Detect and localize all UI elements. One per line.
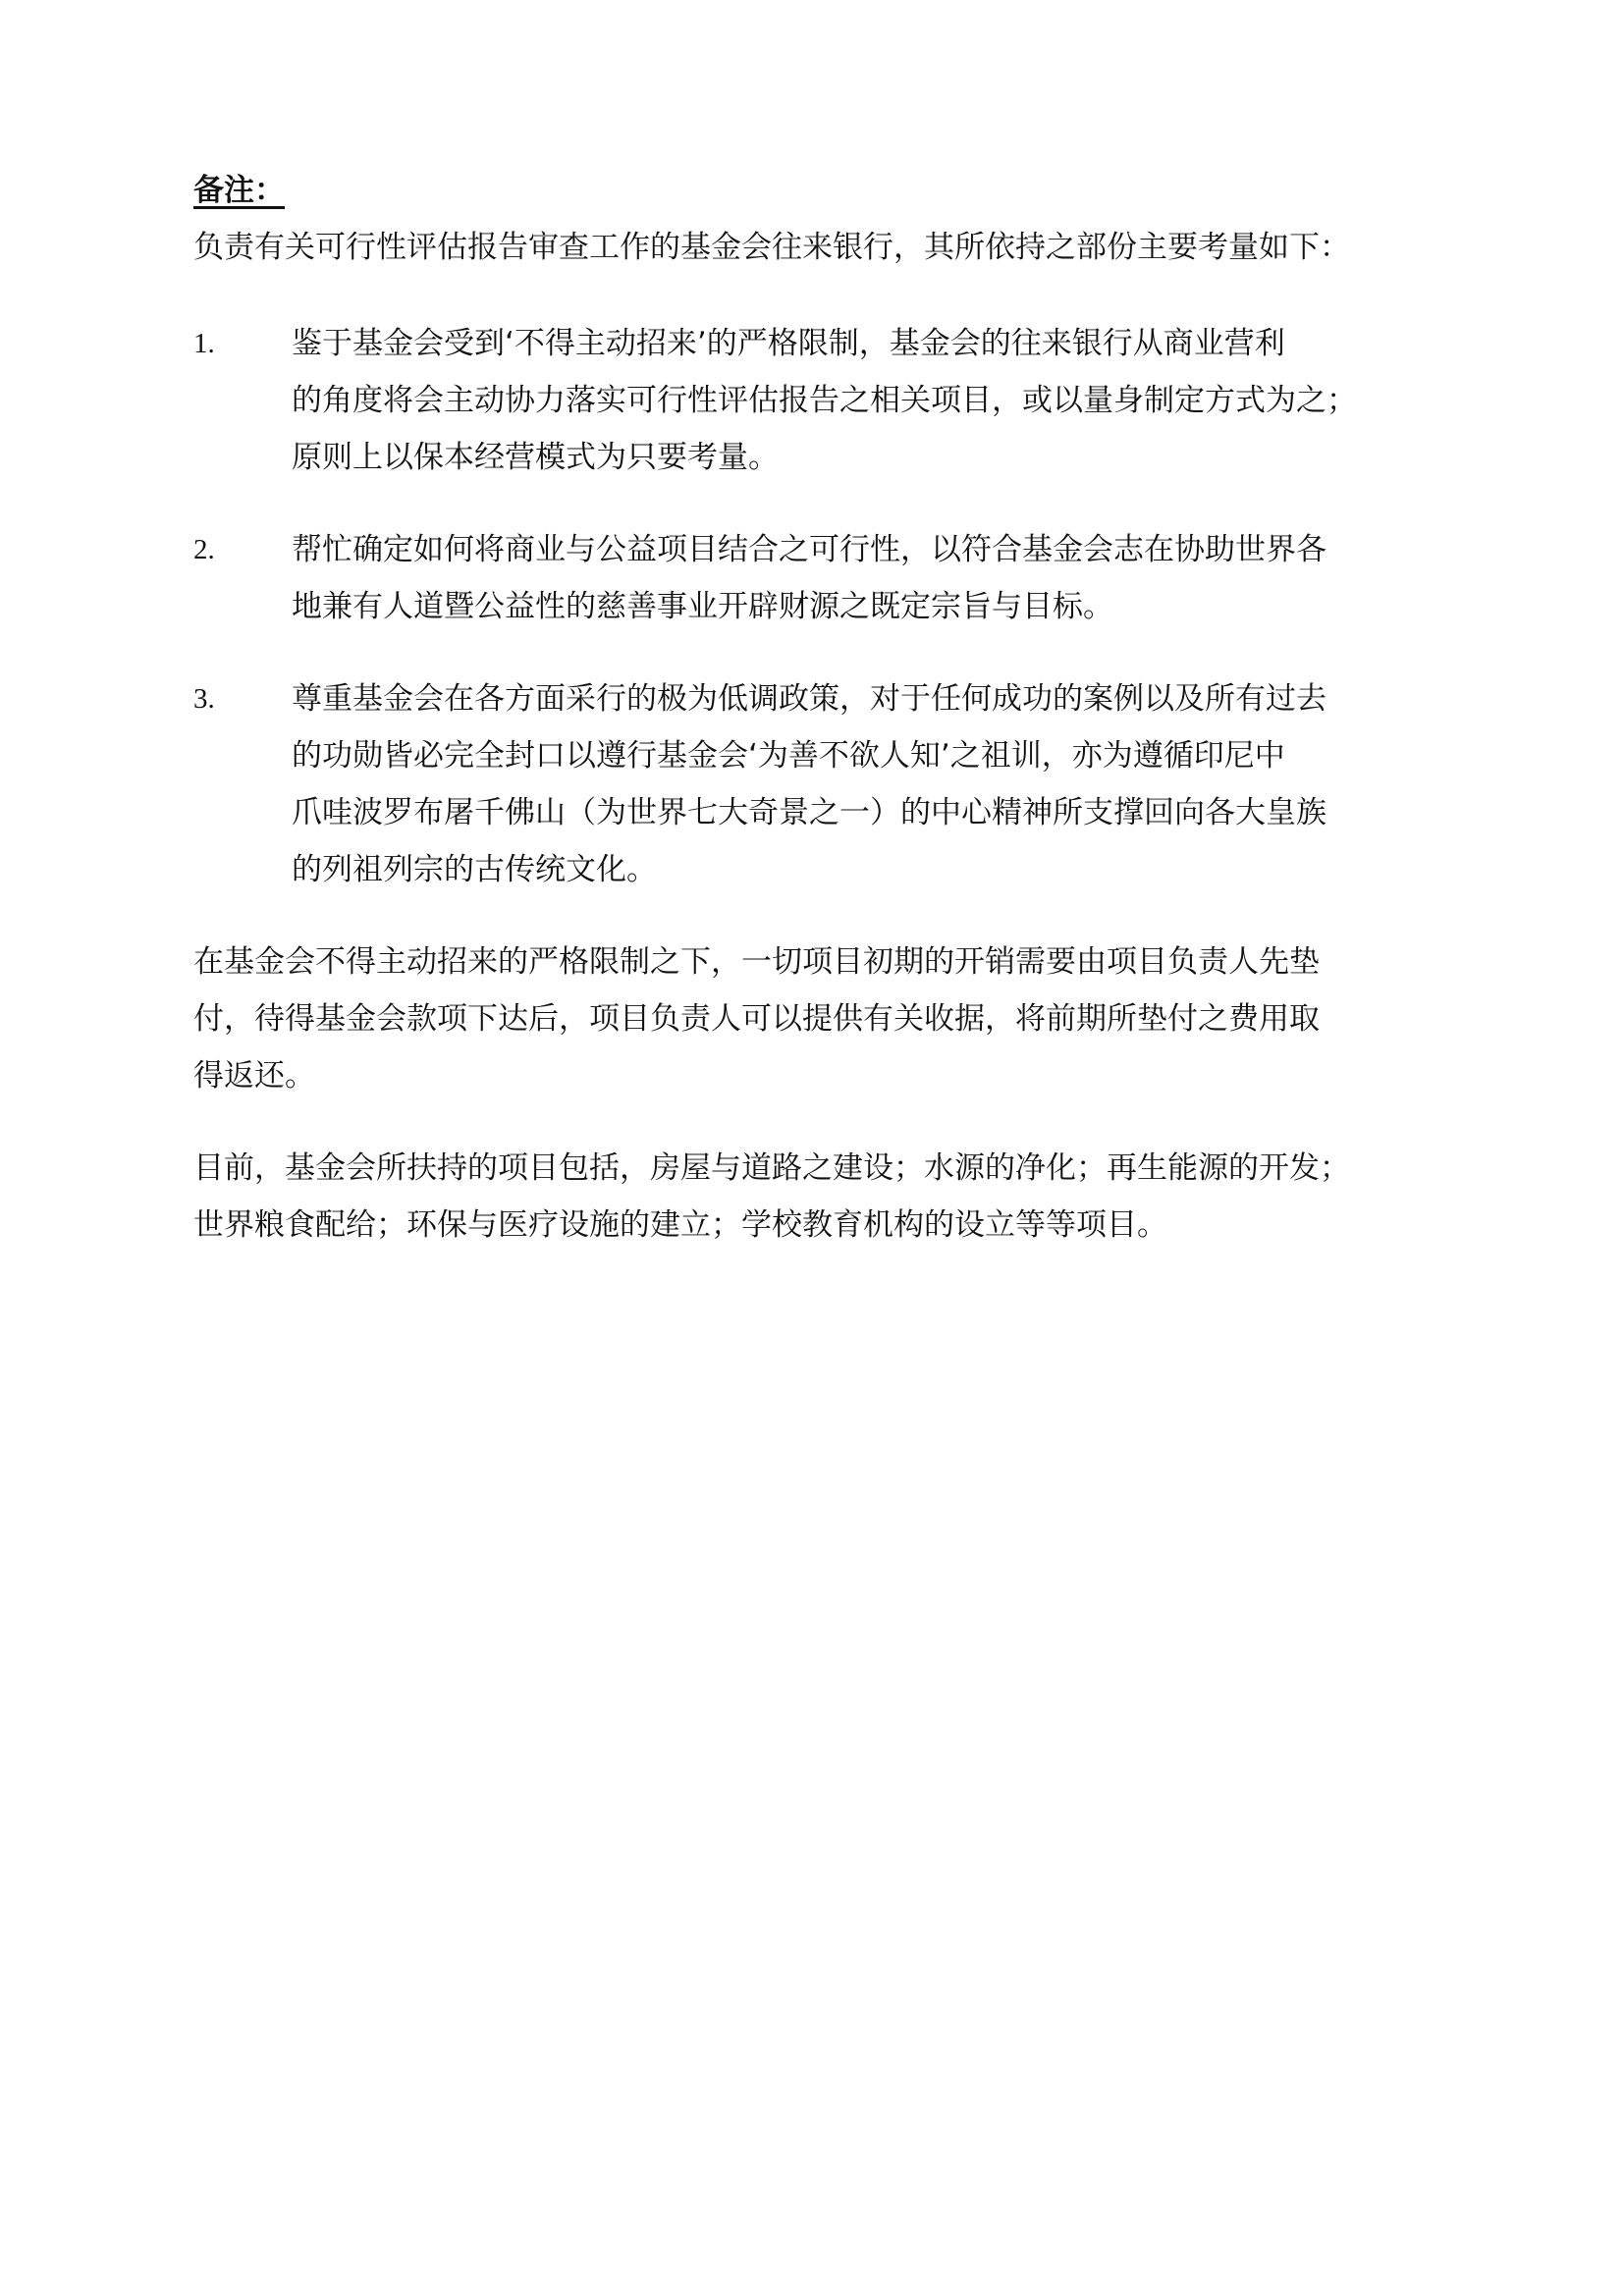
list-item-number: 2. (193, 534, 215, 565)
list-item-number: 3. (193, 683, 215, 715)
paragraph-line: 世界粮食配给；环保与医疗设施的建立；学校教育机构的设立等等项目。 (193, 1207, 1167, 1243)
list-item-line: 鉴于基金会受到‘不得主动招来’的严格限制，基金会的往来银行从商业营利 (292, 326, 1285, 361)
notes-intro: 负责有关可行性评估报告审查工作的基金会往来银行，其所依持之部份主要考量如下： (193, 230, 1350, 265)
paragraph-line: 目前，基金会所扶持的项目包括，房屋与道路之建设；水源的净化；再生能源的开发； (193, 1150, 1350, 1186)
list-item-line: 帮忙确定如何将商业与公益项目结合之可行性，以符合基金会志在协助世界各 (292, 532, 1326, 567)
list-item (193, 521, 1470, 635)
paragraph-line: 在基金会不得主动招来的严格限制之下，一切项目初期的开销需要由项目负责人先垫 (193, 944, 1320, 980)
list-item (193, 670, 1470, 898)
list-item-line: 地兼有人道暨公益性的慈善事业开辟财源之既定宗旨与目标。 (292, 589, 1113, 624)
notes-section (193, 162, 1470, 1289)
paragraph-line: 付，待得基金会款项下达后，项目负责人可以提供有关收据，将前期所垫付之费用取 (193, 1001, 1320, 1037)
list-item-line: 的功勋皆必完全封口以遵行基金会‘为善不欲人知’之祖训，亦为遵循印尼中 (292, 738, 1285, 774)
list-item-line: 尊重基金会在各方面采行的极为低调政策，对于任何成功的案例以及所有过去 (292, 681, 1326, 717)
list-item-line: 的列祖列宗的古传统文化。 (292, 852, 657, 887)
supported-projects-paragraph (193, 1140, 1470, 1254)
list-item-number: 1. (193, 328, 215, 359)
considerations-list (193, 315, 1470, 898)
list-item-line: 的角度将会主动协力落实可行性评估报告之相关项目，或以量身制定方式为之； (292, 383, 1357, 418)
list-item-line: 爪哇波罗布屠千佛山（为世界七大奇景之一）的中心精神所支撑回向各大皇族 (292, 795, 1326, 830)
list-item-line: 原则上以保本经营模式为只要考量。 (292, 440, 779, 475)
paragraph-line: 得返还。 (193, 1058, 315, 1094)
list-item (193, 315, 1470, 486)
advance-payment-paragraph (193, 934, 1470, 1104)
notes-heading: 备注： (193, 173, 285, 208)
